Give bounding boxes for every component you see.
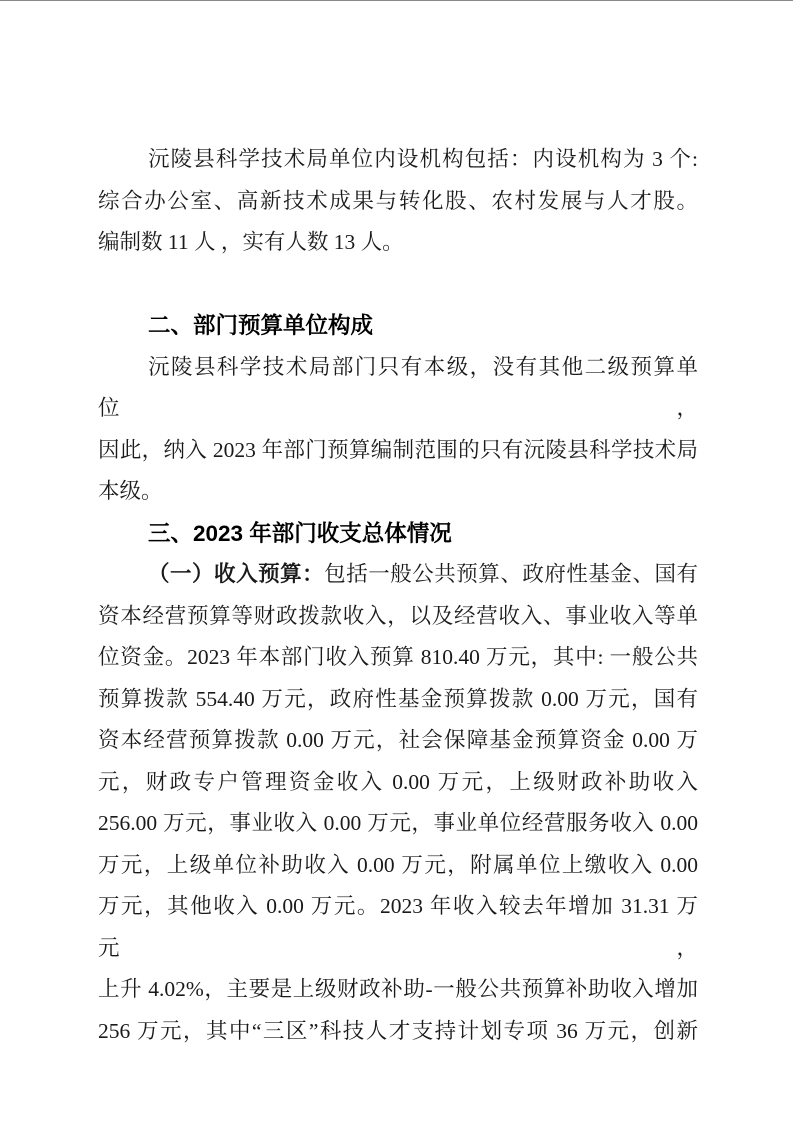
paragraph-2-line-2: 因此，纳入 2023 年部门预算编制范围的只有沅陵县科学技术局 — [98, 437, 698, 462]
paragraph-1-line-1: 沅陵县科学技术局单位内设机构包括：内设机构为 3 个: — [148, 147, 698, 171]
paragraph-3-line-3: 位资金。2023 年本部门收入预算 810.40 万元，其中: 一般公共 — [98, 645, 698, 669]
paragraph-2-line-3: 本级。 — [98, 479, 163, 503]
paragraph-3-line-1-rest: 包括一般公共预算、政府性基金、国有 — [324, 562, 698, 586]
paragraph-3-line-7: 256.00 万元，事业收入 0.00 万元，事业单位经营服务收入 0.00 — [98, 811, 698, 835]
page-top-edge — [0, 0, 793, 1]
paragraph-3-line-2: 资本经营预算等财政拨款收入，以及经营收入、事业收入等单 — [98, 603, 698, 628]
paragraph-3-line-5: 资本经营预算拨款 0.00 万元，社会保障基金预算资金 0.00 万 — [98, 728, 698, 752]
document-body — [98, 139, 698, 1052]
paragraph-3-lead: （一）收入预算： — [148, 562, 325, 586]
section-heading-3: 三、2023 年部门收支总体情况 — [148, 520, 452, 546]
paragraph-3-line-6: 元，财政专户管理资金收入 0.00 万元，上级财政补助收入 — [98, 769, 698, 794]
paragraph-1-line-3: 编制数 11 人 ，实有人数 13 人。 — [98, 230, 404, 254]
paragraph-2-line-1: 沅陵县科学技术局部门只有本级，没有其他二级预算单位， — [98, 354, 698, 420]
paragraph-3-line-11: 256 万元，其中“三区”科技人才支持计划专项 36 万元，创新 — [98, 1018, 698, 1043]
paragraph-3-line-4: 预算拨款 554.40 万元，政府性基金预算拨款 0.00 万元，国有 — [98, 686, 698, 711]
paragraph-1-line-2: 综合办公室、高新技术成果与转化股、农村发展与人才股。 — [98, 188, 698, 213]
section-heading-2: 二、部门预算单位构成 — [148, 313, 374, 338]
paragraph-3-line-9: 万元，其他收入 0.00 万元。2023 年收入较去年增加 31.31 万元， — [98, 894, 698, 960]
paragraph-3-line-10: 上升 4.02%，主要是上级财政补助-一般公共预算补助收入增加 — [98, 977, 698, 1001]
paragraph-3-line-1 — [98, 554, 698, 596]
paragraph-3-line-8: 万元，上级单位补助收入 0.00 万元，附属单位上缴收入 0.00 — [98, 852, 698, 877]
